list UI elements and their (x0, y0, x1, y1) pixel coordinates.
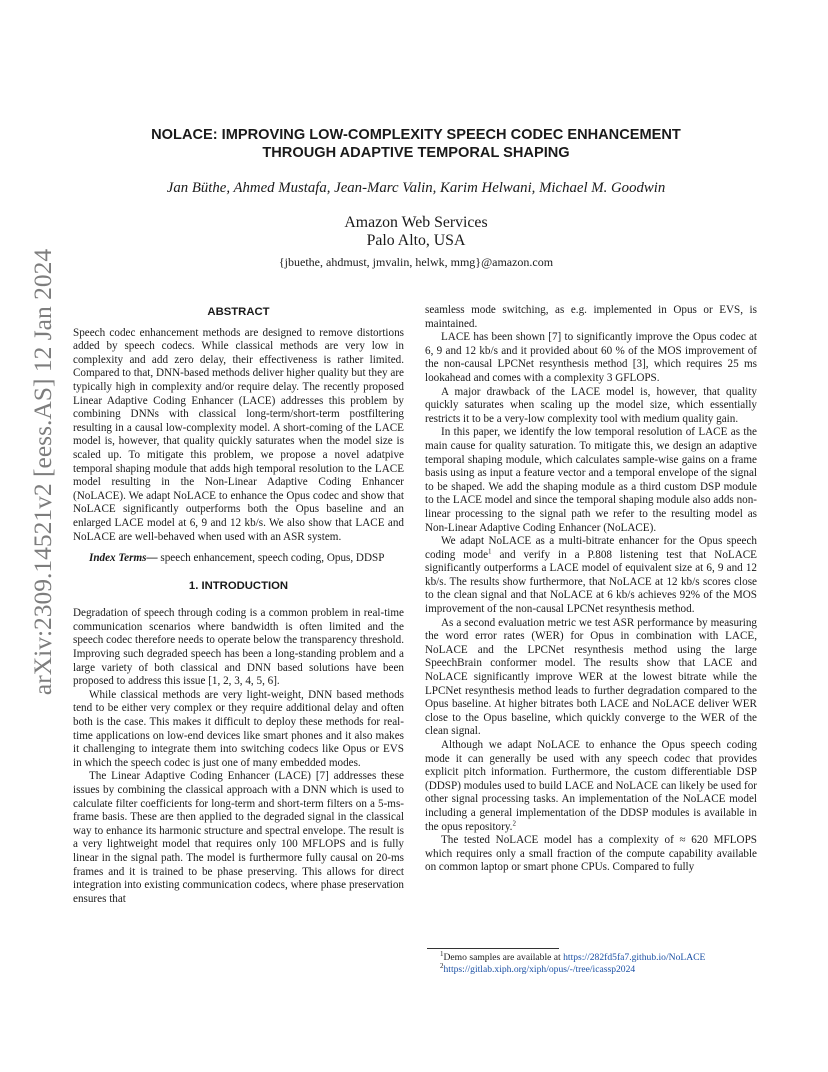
index-terms-label: Index Terms— (89, 552, 158, 565)
intro-paragraph-1: Degradation of speech through coding is a common problem in real-time communication scenarios where bandwidth is often limited and the speech codec therefore needs to operate below the transparency threshold. Improving such degraded speech has been a long-standing problem and a large variety of both classical and DNN based solutions have been proposed to address this issue [1, 2, 3, 4, 5, 6]. (73, 607, 404, 688)
right-paragraph-4-start: We adapt NoLACE as a multi-bitrate enhancer for the Opus speech coding mode (425, 535, 757, 561)
abstract-heading: ABSTRACT (207, 306, 270, 318)
right-paragraph-1: LACE has been shown [7] to significantly improve the Opus codec at 6, 9 and 12 kb/s and it provided about 60 % of the MOS improvement of the non-causal LPCNet resynthesis method [3], which requires 25 ms lookahead and comes with a complexity 3 GFLOPS. (425, 331, 757, 384)
footnote-2 (440, 964, 760, 976)
author-list: Jan Büthe, Ahmed Mustafa, Jean-Marc Valin, Karim Helwani, Michael M. Goodwin (166, 180, 666, 196)
footnote-1-marker[interactable]: 1 (488, 546, 492, 555)
intro-paragraph-2: While classical methods are very light-weight, DNN based methods tend to be either very complex or they require additional delay and often both is the case. This makes it difficult to deploy these methods for real-time applications on low-end devices like smart phones and it also makes it challenging to integrate them into switching codecs like Opus or EVS in which the speech codec is just one of many embedded modes. (73, 688, 404, 769)
footnote-1 (440, 949, 760, 964)
right-paragraph-4-end: and verify in a P.808 listening test that NoLACE significantly outperforms a LACE model of equivalent size at 6, 9 and 12 kb/s. The results show furthermore, that NoLACE at 12 kb/s scores close to the clean signal and that NoLACE at 6 kb/s achieves 92% of the MOS improvement of the non-causal LPCNet resynthesis method. (425, 548, 757, 616)
intro-paragraph-3: The Linear Adaptive Coding Enhancer (LACE) [7] addresses these issues by combining the classical approach with a DNN which is used to calculate filter coefficients for long-term and short-term filters on a 5-ms-frame basis. These are then applied to the degraded signal in the classical way to enhance its harmonic structure and spectral envelope. The result is a very lightweight model that requires only 100 MFLOPS and is fully linear in the signal path. The model is furthermore fully causal on 20-ms frames and it is trained to be phase preserving. This allows for direct integration into existing communication codecs, where phase preservation ensures that (73, 770, 404, 905)
left-column (73, 306, 404, 906)
right-paragraph-7: The tested NoLACE model has a complexity of ≈ 620 MFLOPS which requires only a small fraction of the compute capability available on common laptop or smart phone CPUs. Compared to fully (425, 834, 757, 874)
index-terms (73, 552, 404, 566)
abstract-text: Speech codec enhancement methods are designed to remove distortions added by speech codecs. While classical methods are very low in complexity and add zero delay, their effectiveness is rather limited. Compared to that, DNN-based methods deliver higher quality but they are typically high in complexity and/or require delay. The recently proposed Linear Adaptive Coding Enhancer (LACE) addresses this problem by combining DNNs with classical long-term/short-term postfiltering resulting in a causal low-complexity model. A short-coming of the LACE model is, however, that quality quickly saturates when the model size is scaled up. To mitigate this problem, we propose a novel adatpive temporal shaping module that adds high temporal resolution to the LACE model resulting in the Non-Linear Adaptive Coding Enhancer (NoLACE). We adapt NoLACE to enhance the Opus codec and show that NoLACE significantly outperforms both the Opus baseline and an enlarged LACE model at 6, 9 and 12 kb/s. We also show that LACE and NoLACE are well-behaved when used with an ASR system. (73, 326, 404, 543)
arxiv-identifier: arXiv:2309.14521v2 [eess.AS] 12 Jan 2024 (28, 248, 58, 696)
location: Palo Alto, USA (366, 232, 466, 249)
right-paragraph-6-text: Although we adapt NoLACE to enhance the Opus speech coding mode it can generally be used with any speech codec that provides explicit pitch information. Furthermore, the custom differentiable DSP (DDSP) modules used to build LACE and NoLACE can likely be used for other signal processing tasks. An implementation of the NoLACE model including a general implementation of the DDSP modules is available in the opus repository. (425, 739, 757, 833)
footnote-1-text: Demo samples are available at (443, 952, 564, 963)
footnote-2-marker[interactable]: 2 (512, 818, 516, 827)
right-paragraph-6 (425, 739, 757, 834)
right-paragraph-0: seamless mode switching, as e.g. implemented in Opus or EVS, is maintained. (425, 304, 757, 330)
footnote-1-number: 1 (440, 949, 444, 958)
title-line-1: NOLACE: IMPROVING LOW-COMPLEXITY SPEECH CODEC ENHANCEMENT (151, 127, 681, 143)
right-paragraph-5: As a second evaluation metric we test ASR performance by measuring the word error rates (WER) for Opus in combination with LACE, NoLACE and the LPCNet resynthesis method using the large SpeechBrain conformer model. The results show that LACE and NoLACE significantly improve WER at the lowest bitrate while the LPCNet resynthesis method leads to further degradation compared to the Opus baseline. At higher bitrates both LACE and NoLACE deliver WER close to the Opus baseline, which quickly converge to the WER of the clean signal. (425, 616, 757, 738)
author-emails: {jbuethe, ahdmust, jmvalin, helwk, mmg}@amazon.com (278, 255, 554, 269)
title-line-2: THROUGH ADAPTIVE TEMPORAL SHAPING (262, 145, 570, 161)
footnote-divider (427, 948, 559, 949)
index-terms-text: speech enhancement, speech coding, Opus, DDSP (160, 552, 385, 565)
paper-title (96, 126, 736, 162)
demo-samples-link[interactable]: https://282fd5fa7.github.io/NoLACE (563, 952, 706, 963)
opus-repository-link[interactable]: https://gitlab.xiph.org/xiph/opus/-/tree/icassp2024 (443, 964, 636, 976)
right-column (425, 304, 757, 875)
footnote-2-number: 2 (440, 962, 444, 971)
footnotes (440, 949, 760, 977)
right-paragraph-3: In this paper, we identify the low temporal resolution of LACE as the main cause for quality saturation. To mitigate this, we design an adaptive temporal shaping module, which calculates sample-wise gains on a frame basis using as input a feature vector and a temporal envelope of the signal to be shaped. We add the shaping module as a third custom DSP module to the LACE model and since the temporal shaping module also adds non-linear processing to the signal path we refer to the resulting model as Non-Linear Adaptive Coding Enhancer (NoLACE). (425, 426, 757, 534)
introduction-heading: 1. INTRODUCTION (188, 579, 289, 592)
right-paragraph-4 (425, 535, 757, 617)
arxiv-sidebar-stamp (26, 248, 60, 696)
affiliation: Amazon Web Services (344, 214, 488, 231)
right-paragraph-2: A major drawback of the LACE model is, however, that quality quickly saturates when scaling up the model size, which essentially restricts it to be a very-low complexity tool with medium quality gain. (425, 385, 757, 425)
